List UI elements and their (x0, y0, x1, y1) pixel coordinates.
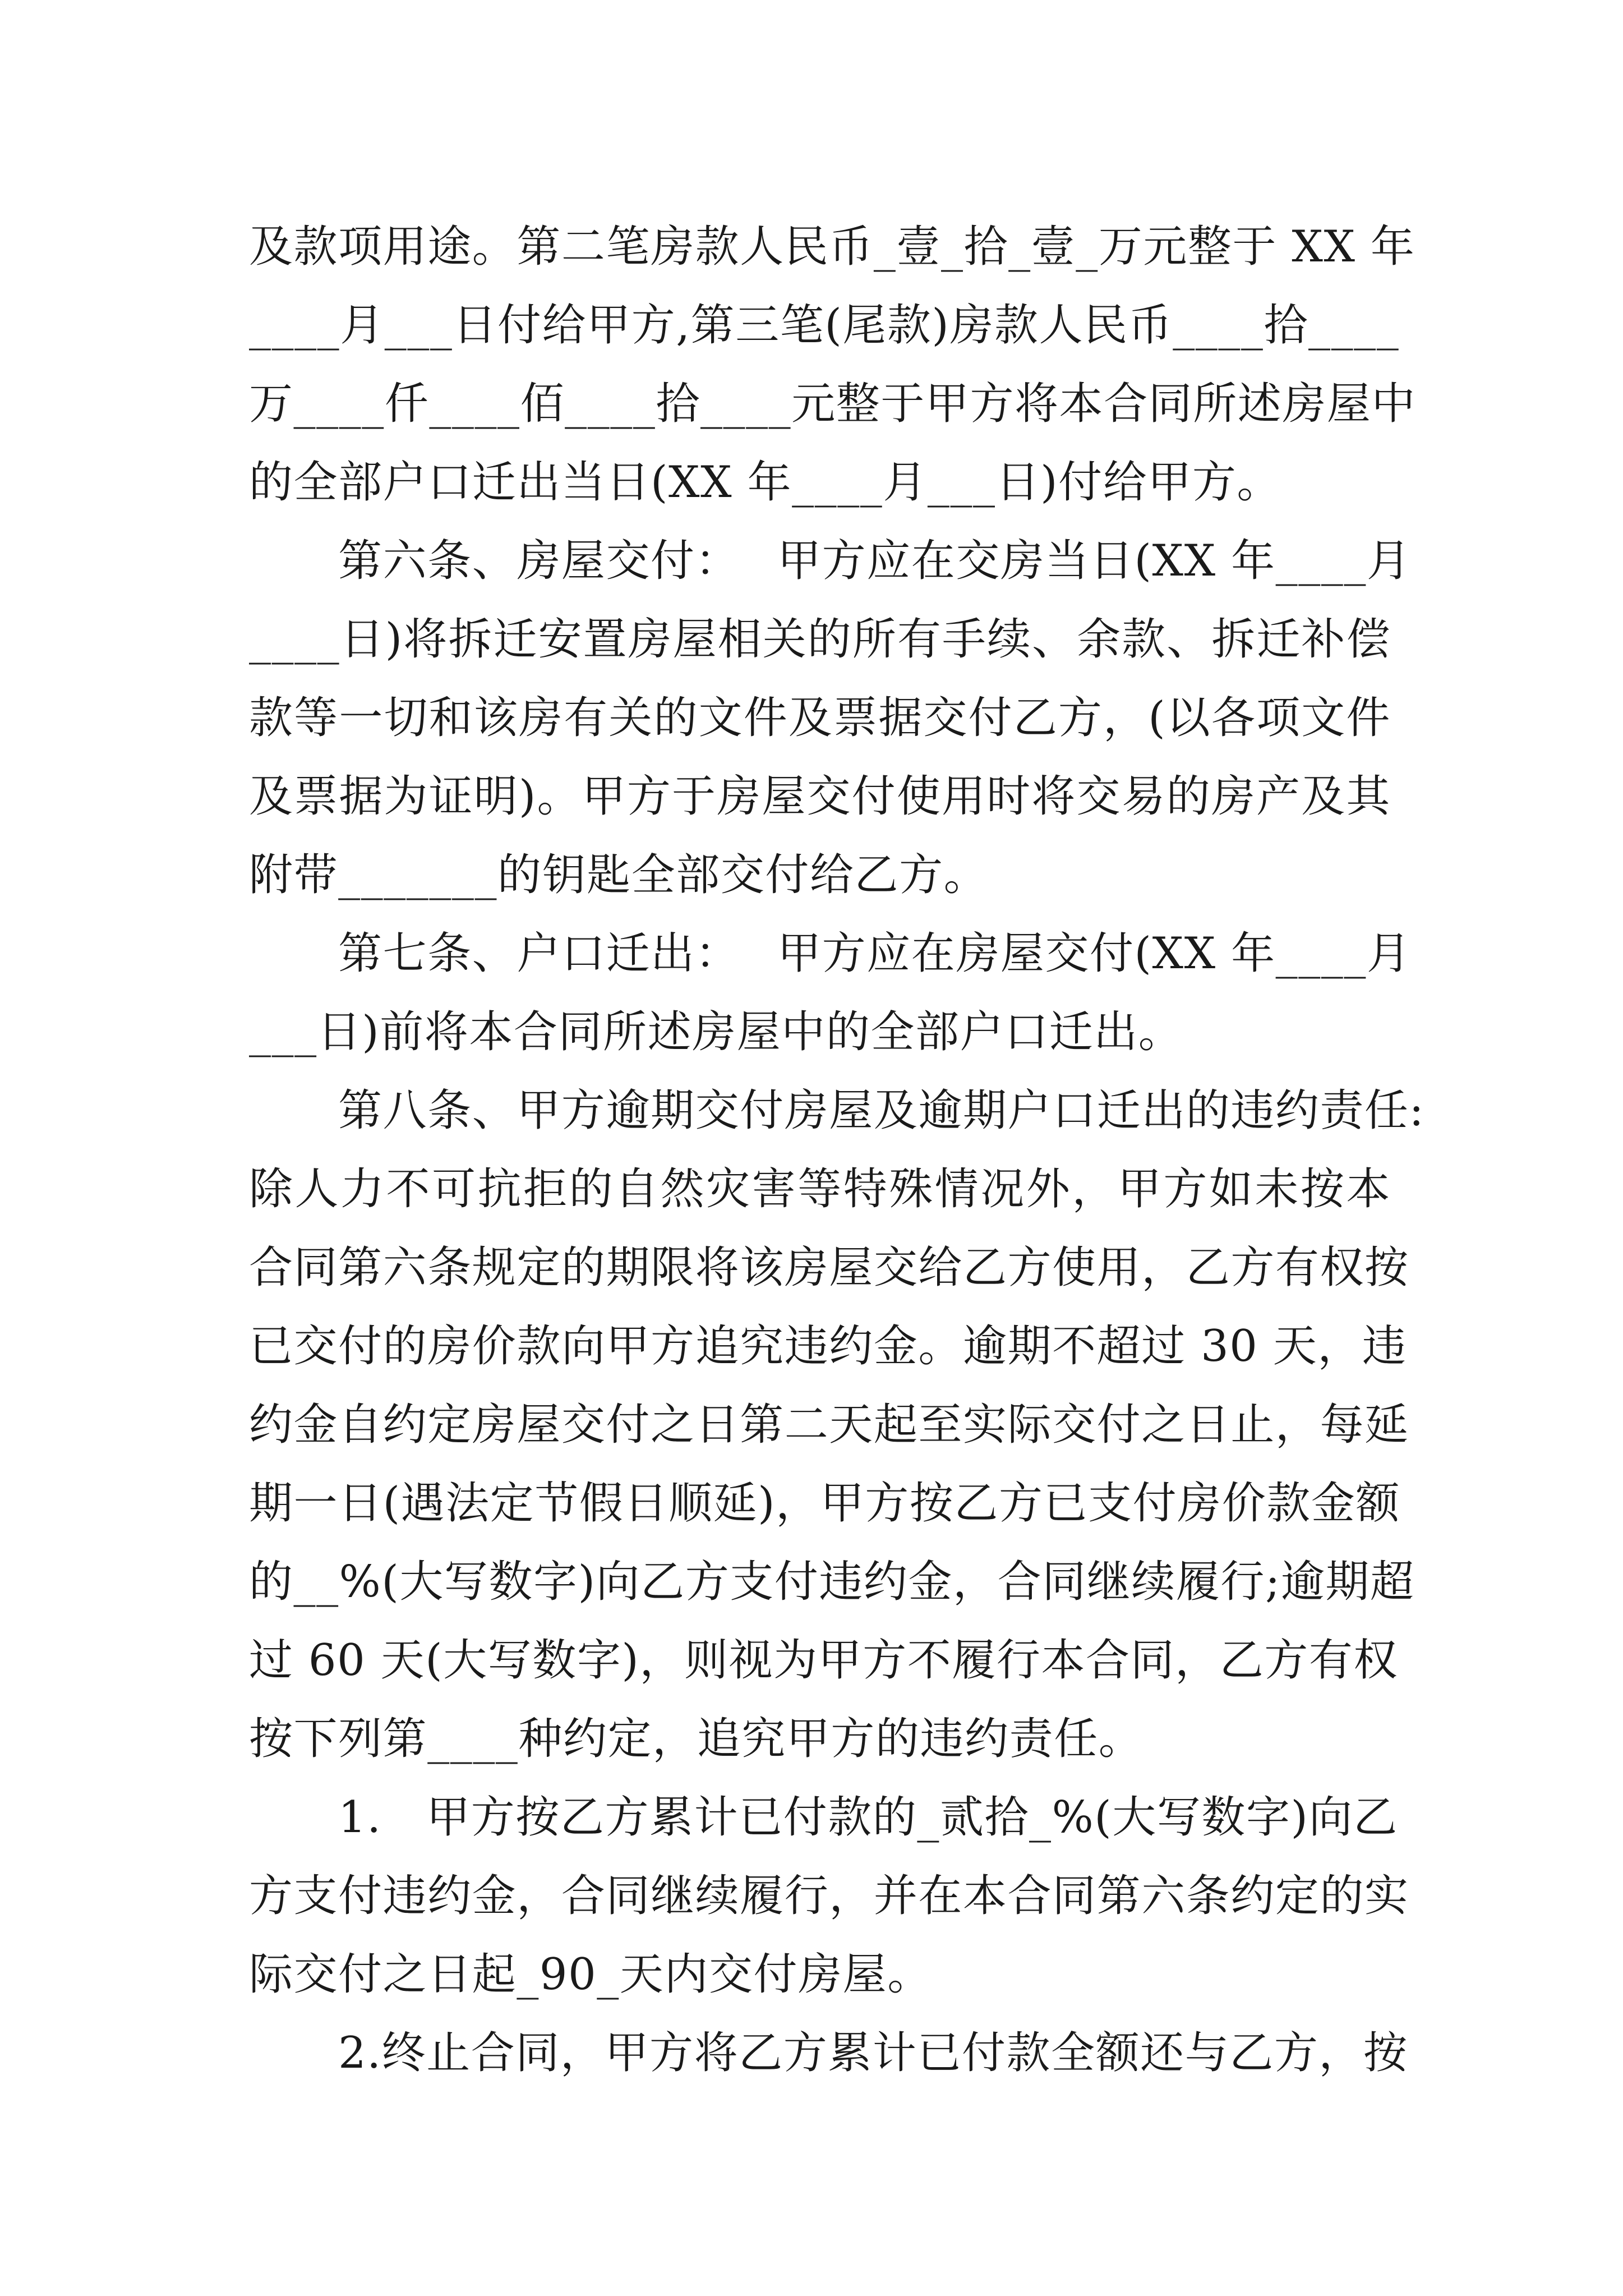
article-8-heading-line: 第八条、甲方逾期交付房屋及逾期户口迁出的违约责任: (249, 1085, 1425, 1136)
text-line: 已交付的房价款向甲方追究违约金。逾期不超过 30 天，违 (249, 1321, 1407, 1372)
text-line: 过 60 天(大写数字)，则视为甲方不履行本合同，乙方有权 (249, 1635, 1398, 1686)
text-line: 期一日(遇法定节假日顺延)，甲方按乙方已支付房价款金额 (249, 1478, 1400, 1529)
text-line: 际交付之日起_90_天内交付房屋。 (249, 1949, 932, 2000)
clause-2-line: 2.终止合同，甲方将乙方累计已付款全额还与乙方，按 (249, 2028, 1408, 2078)
text-line: 及款项用途。第二笔房款人民币_壹_拾_壹_万元整于 XX 年 (249, 222, 1415, 272)
article-7-heading-line: 第七条、户口迁出： 甲方应在房屋交付(XX 年____月 (249, 928, 1412, 979)
text-line: 附带_______的钥匙全部交付给乙方。 (249, 850, 989, 900)
text-line: 及票据为证明)。甲方于房屋交付使用时将交易的房产及其 (249, 771, 1391, 822)
text-line: ___日)前将本合同所述房屋中的全部户口迁出。 (249, 1007, 1183, 1057)
text-line: 按下列第____种约定，追究甲方的违约责任。 (249, 1714, 1144, 1764)
article-6-heading-line: 第六条、房屋交付： 甲方应在交房当日(XX 年____月 (249, 536, 1412, 586)
text-line: 方支付违约金，合同继续履行，并在本合同第六条约定的实 (249, 1871, 1409, 1921)
text-line: 除人力不可抗拒的自然灾害等特殊情况外，甲方如未按本 (249, 1164, 1391, 1214)
text-line: 的__%(大写数字)向乙方支付违约金，合同继续履行;逾期超 (249, 1557, 1415, 1607)
text-line: 款等一切和该房有关的文件及票据交付乙方，(以各项文件 (249, 693, 1391, 743)
text-line: 合同第六条规定的期限将该房屋交给乙方使用，乙方有权按 (249, 1243, 1409, 1293)
clause-1-line: 1. 甲方按乙方累计已付款的_贰拾_%(大写数字)向乙 (249, 1792, 1398, 1843)
text-line: ____月___日付给甲方,第三笔(尾款)房款人民币____拾____ (249, 300, 1400, 351)
text-line: 万____仟____佰____拾____元整于甲方将本合同所述房屋中 (249, 379, 1417, 429)
text-line: ____日)将拆迁安置房屋相关的所有手续、余款、拆迁补偿 (249, 614, 1391, 665)
text-line: 约金自约定房屋交付之日第二天起至实际交付之日止，每延 (249, 1400, 1409, 1450)
text-line: 的全部户口迁出当日(XX 年____月___日)付给甲方。 (249, 457, 1281, 508)
contract-text-body (249, 208, 1425, 2092)
